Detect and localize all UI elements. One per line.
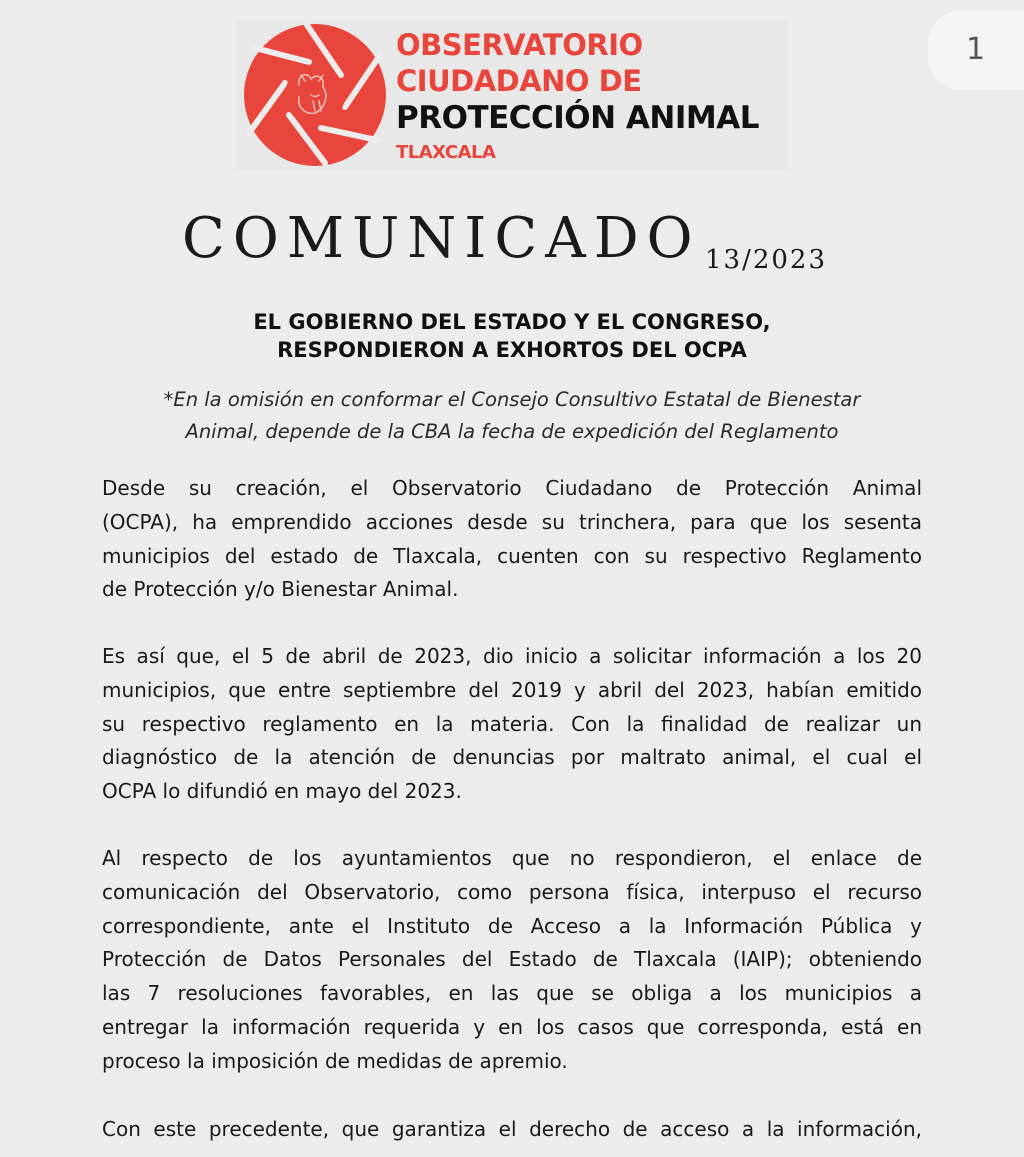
subtitle-line: *En la omisión en conformar el Consejo Consultivo Estatal de Bienestar (163, 388, 861, 411)
logo-text-line-4: TLAXCALA (396, 142, 496, 163)
page-number: 1 (966, 32, 986, 67)
paragraph-line: de Protección y/o Bienestar Animal. (102, 577, 459, 602)
subtitle (96, 384, 928, 448)
headline-line: EL GOBIERNO DEL ESTADO Y EL CONGRESO, (253, 310, 771, 334)
paragraph-line: municipios del estado de Tlaxcala, cuenten con su respectivo Reglamento (102, 543, 922, 568)
paragraph-line: comunicación del Observatorio, como persona física, interpuso el recurso (102, 879, 922, 904)
camera-aperture-logo-icon (242, 22, 388, 168)
page-number-badge (928, 10, 1024, 90)
logo-text-line-3: PROTECCIÓN ANIMAL (396, 100, 759, 136)
ocpa-logo (236, 20, 788, 170)
paragraph-line: las 7 resoluciones favorables, en las que se obliga a los municipios a (102, 981, 922, 1006)
subtitle-line: Animal, depende de la CBA la fecha de expedición del Reglamento (185, 420, 839, 443)
document-title: COMUNICADO (182, 206, 701, 271)
body-paragraph-2 (102, 640, 922, 809)
paragraph-line: Desde su creación, el Observatorio Ciudadano de Protección Animal (102, 476, 922, 500)
paragraph-line: su respectivo reglamento en la materia. Con la finalidad de realizar un (102, 711, 922, 736)
logo-text-line-2: CIUDADANO DE (396, 64, 642, 98)
paragraph-line: proceso la imposición de medidas de apremio. (102, 1048, 568, 1073)
paragraph-line: Con este precedente, que garantiza el derecho de acceso a la información, (102, 1117, 922, 1141)
headline-line: RESPONDIERON A EXHORTOS DEL OCPA (277, 338, 747, 362)
paragraph-line: (OCPA), ha emprendido acciones desde su trinchera, para que los sesenta (102, 509, 922, 534)
paragraph-line: entregar la información requerida y en los casos que corresponda, está en (102, 1014, 922, 1039)
headline (120, 308, 904, 364)
body-paragraph-3 (102, 842, 922, 1079)
paragraph-line: Es así que, el 5 de abril de 2023, dio inicio a solicitar información a los 20 (102, 644, 922, 668)
paragraph-line: Protección de Datos Personales del Estado de Tlaxcala (IAIP); obteniendo (102, 947, 922, 972)
paragraph-line: Al respecto de los ayuntamientos que no respondieron, el enlace de (102, 846, 922, 870)
body-paragraph-1 (102, 472, 922, 607)
communique-number: 13/2023 (705, 245, 828, 275)
paragraph-line: diagnóstico de la atención de denuncias por maltrato animal, el cual el (102, 745, 922, 770)
paragraph-line: correspondiente, ante el Instituto de Acceso a la Información Pública y (102, 913, 922, 938)
paragraph-line: OCPA lo difundió en mayo del 2023. (102, 779, 462, 804)
logo-text-line-1: OBSERVATORIO (396, 28, 643, 62)
paragraph-line: municipios, que entre septiembre del 2019 y abril del 2023, habían emitido (102, 677, 922, 702)
body-paragraph-4 (102, 1113, 922, 1147)
